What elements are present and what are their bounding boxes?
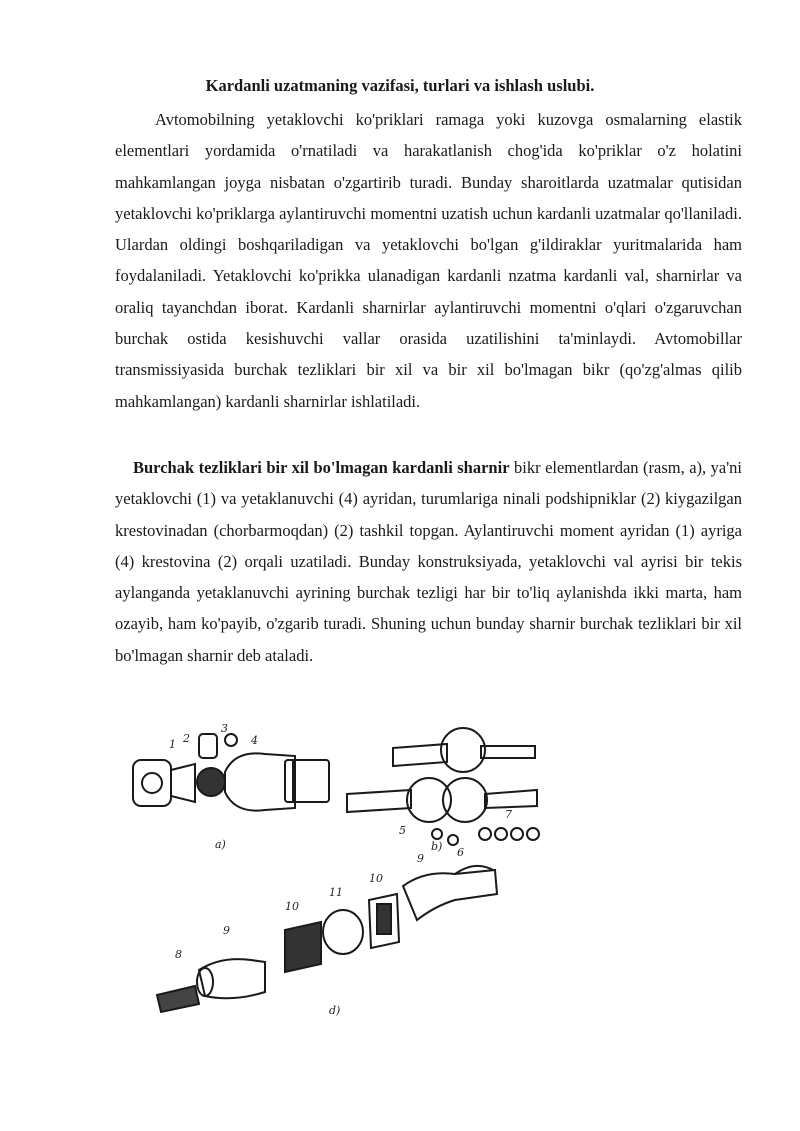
part-number-10-b: 10 [369,872,383,885]
cardan-joint-illustration [125,720,545,1020]
panel-label-b: b) [431,840,443,853]
part-number-6: 6 [457,846,464,859]
paragraph-intro: Avtomobilning yetaklovchi ko'priklari ramaga yoki kuzovga osmalarning elastik elementlari yordamida o'rnatiladi va harakatlanish chog'ida ko'priklar o'z holatini mahkamlangan joyga nisbatan o'zgartirib turadi. Bunday sharoitlarda uzatmalar qutisidan yetaklovchi ko'priklarga aylantiruvchi momentni uzatish uchun kardanli uzatmalar qo'llaniladi. Ulardan oldingi boshqariladigan va yetaklovchi bo'lgan g'ildiraklar yuritmalarida ham foydalaniladi. Yetaklovchi ko'prikka ulanadigan kardanli nzatma kardanli val, sharnirlar va oraliq tayanchdan iborat. Kardanli sharnirlar aylantiruvchi momentni o'qlari o'zgaruvchan burchak ostida kesishuvchi vallar orasida uzatilishini ta'minlaydi. Avtomobillar transmissiyasida burchak tezliklari bir xil va bir xil bo'lmagan bikr (qo'zg'almas qilib mahkamlangan) kardanli sharnirlar ishlatiladi. [115,110,742,411]
cardan-joint-figure [125,720,545,1020]
panel-b-drawing [347,728,539,845]
part-number-8: 8 [175,948,182,961]
part-number-9-b: 9 [417,852,424,865]
part-number-11: 11 [329,886,343,899]
paragraph-bold-lead: Burchak tezliklari bir xil bo'lmagan kardanli sharnir [133,458,510,477]
paragraph-body: bikr elementlardan (rasm, a), ya'ni yetaklovchi (1) va yetaklanuvchi (4) ayridan, turumlariga ninali podshipniklar (2) kiygazilgan krestovinadan (chorbarmoqdan) (2) tashkil topgan. Aylantiruvchi moment ayridan (1) ayriga (4) krestovina (2) orqali uzatiladi. Bunday konstruksiyada, yetaklovchi val ayrisi bir tekis aylanganda yetaklanuvchi ayrining burchak tezligi har bir to'liq aylanishda ikki marta, ham ozayib, ham ko'payib, o'zgarib turadi. Shuning uchun bunday sharnir burchak tezliklari bir xil bo'lmagan sharnir deb ataladi. [115,458,742,665]
panel-label-a: a) [215,838,226,851]
paragraph-universal-joint [115,452,742,671]
part-number-10: 10 [285,900,299,913]
part-number-7: 7 [505,808,512,821]
part-number-3: 3 [221,722,228,735]
part-number-4: 4 [251,734,258,747]
panel-d-drawing [157,866,497,1012]
panel-a-drawing [133,734,329,811]
part-number-1: 1 [169,738,176,751]
part-number-9: 9 [223,924,230,937]
part-number-2: 2 [183,732,190,745]
document-title: Kardanli uzatmaning vazifasi, turlari va ishlash uslubi. [205,76,595,95]
part-number-5: 5 [399,824,406,837]
panel-label-d: d) [329,1004,341,1017]
